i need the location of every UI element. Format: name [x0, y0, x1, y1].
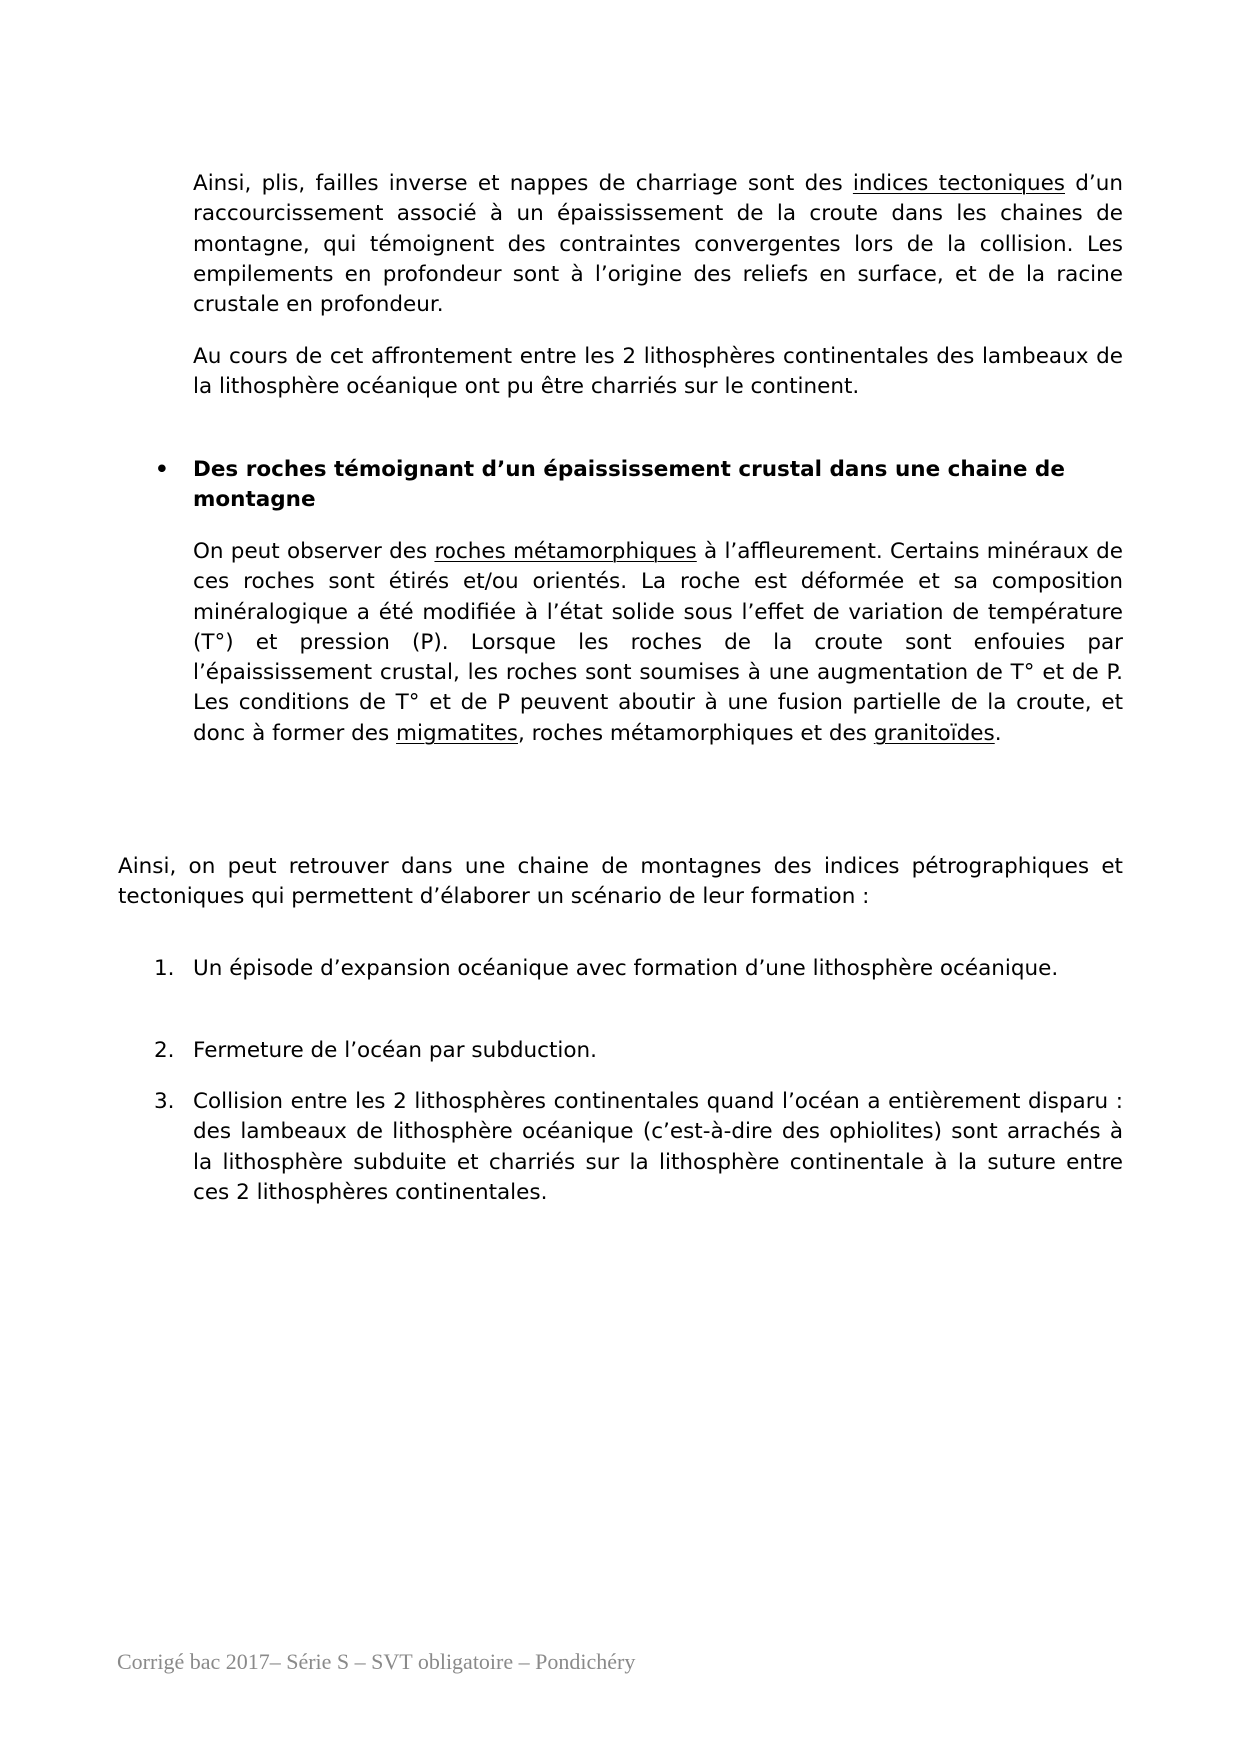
- paragraph-text: , roches métamorphiques et des: [518, 720, 874, 746]
- section-heading: Des roches témoignant d’un épaississement crustal dans une chaine de montagne: [193, 457, 1065, 513]
- paragraph-text: Au cours de cet affrontement entre les 2 lithosphères continentales des lambeaux de la lithosphère océanique ont pu être charriés sur le continent.: [193, 344, 1123, 400]
- paragraph-text: à l’affleurement. Certains minéraux de ces roches sont étirés et/ou orientés. La roche est déformée et sa composition minéralogique a été modifiée à l’état solide sous l’effet de variation de température (T°) et pression (P). Lorsque les roches de la croute sont enfouies par l’épaississement crustal, les roches sont soumises à une augmentation de T° et de P. Les conditions de T° et de P peuvent aboutir à une fusion partielle de la croute, et donc à former des: [193, 539, 1123, 746]
- paragraph-text: Ainsi, on peut retrouver dans une chaine de montagnes des indices pétrographiques et tectoniques qui permettent d’élaborer un scénario de leur formation :: [118, 854, 1123, 910]
- paragraph-conclusion: [118, 852, 1123, 913]
- page-footer: Corrigé bac 2017– Série S – SVT obligatoire – Pondichéry: [117, 1649, 636, 1674]
- list-item-text: Collision entre les 2 lithosphères continentales quand l’océan a entièrement disparu : des lambeaux de lithosphère océanique (c’est-à-dire des ophiolites) sont arrachés à la lithosphère subduite et charriés sur la lithosphère continentale à la suture entre ces 2 lithosphères continentales.: [193, 1089, 1123, 1205]
- term-granitoides: granitoïdes: [873, 720, 995, 746]
- term-migmatites: migmatites: [396, 720, 518, 746]
- paragraph-indices-tectoniques: [193, 169, 1123, 320]
- bullet-icon: •: [155, 457, 169, 482]
- term-roches-metamorphiques: roches métamorphiques: [434, 539, 697, 564]
- list-item-text: Fermeture de l’océan par subduction.: [193, 1038, 597, 1063]
- paragraph-text: Ainsi, plis, failles inverse et nappes de charriage sont des: [193, 171, 853, 196]
- paragraph-text: On peut observer des: [193, 539, 435, 564]
- term-indices-tectoniques: indices tectoniques: [852, 171, 1065, 196]
- paragraph-text: d’un raccourcissement associé à un épaississement de la croute dans les chaines de montagne, qui témoignent des contraintes convergentes lors de la collision. Les empilements en profondeur sont à l’origine des reliefs en surface, et de la racine crustale en profondeur.: [193, 171, 1123, 318]
- list-number: 1.: [154, 956, 175, 981]
- list-number: 3.: [154, 1089, 175, 1114]
- paragraph-text: .: [994, 720, 1002, 746]
- paragraph-lambeaux-oceaniques: [193, 342, 1123, 403]
- paragraph-roches-metamorphiques: [193, 537, 1123, 749]
- list-number: 2.: [154, 1038, 175, 1063]
- list-item-text: Un épisode d’expansion océanique avec formation d’une lithosphère océanique.: [193, 956, 1059, 981]
